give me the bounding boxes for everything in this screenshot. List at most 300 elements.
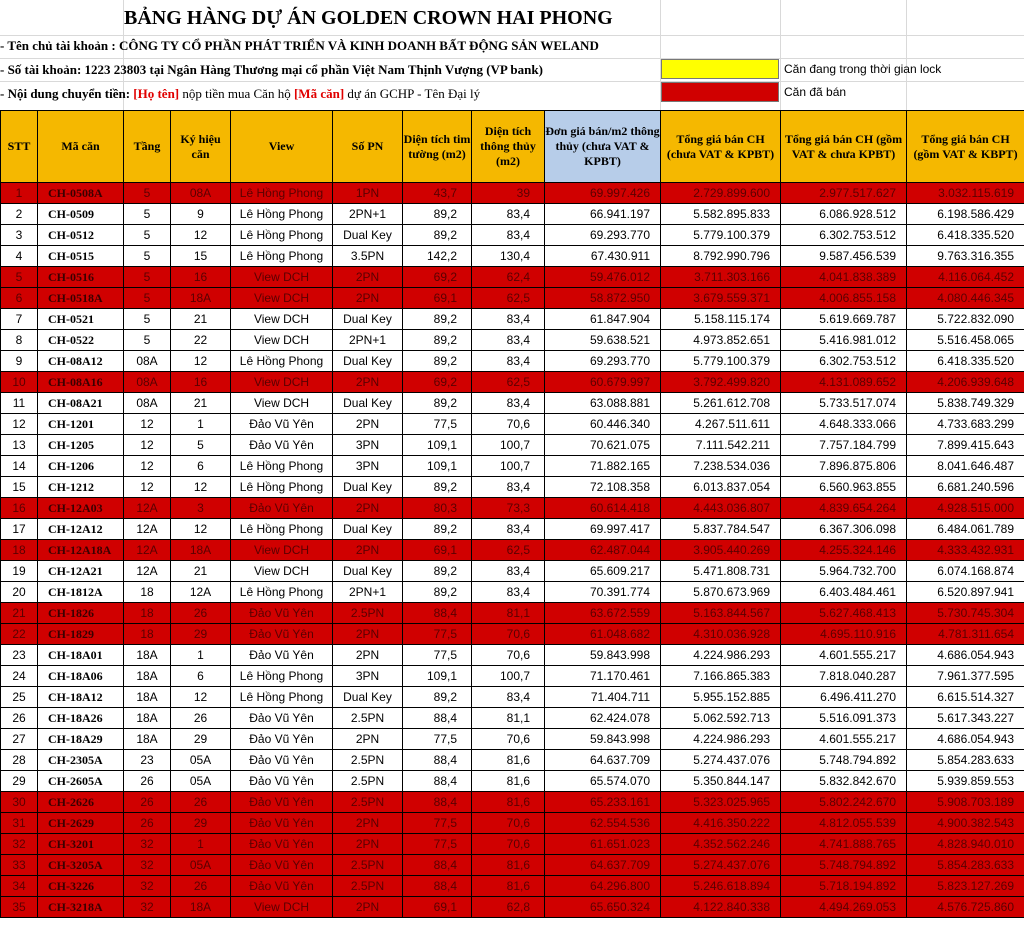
cell-total-vat[interactable]: 4.648.333.066 xyxy=(781,414,907,435)
cell-unit[interactable]: 16 xyxy=(171,372,231,393)
cell-total-all[interactable]: 9.763.316.355 xyxy=(907,246,1024,267)
cell-total-all[interactable]: 4.333.432.931 xyxy=(907,540,1024,561)
cell-total-vat[interactable]: 5.619.669.787 xyxy=(781,309,907,330)
account-number-line[interactable] xyxy=(0,59,543,81)
cell-area-net[interactable]: 81,1 xyxy=(472,603,545,624)
cell-total-vat[interactable]: 5.516.091.373 xyxy=(781,708,907,729)
cell-bedrooms[interactable]: Dual Key xyxy=(333,561,403,582)
cell-stt[interactable]: 19 xyxy=(1,561,38,582)
header-price-m2[interactable]: Đơn giá bán/m2 thông thủy (chưa VAT & KPBT) xyxy=(545,111,661,183)
cell-total-ex[interactable]: 7.238.534.036 xyxy=(661,456,781,477)
cell-price-m2[interactable]: 60.614.418 xyxy=(545,498,661,519)
cell-code[interactable]: CH-0516 xyxy=(38,267,124,288)
cell-total-all[interactable]: 6.074.168.874 xyxy=(907,561,1024,582)
cell-area-wall[interactable]: 89,2 xyxy=(403,561,472,582)
cell-unit[interactable]: 29 xyxy=(171,813,231,834)
cell-total-all[interactable]: 6.198.586.429 xyxy=(907,204,1024,225)
cell-total-ex[interactable]: 5.261.612.708 xyxy=(661,393,781,414)
cell-price-m2[interactable]: 65.574.070 xyxy=(545,771,661,792)
cell-price-m2[interactable]: 64.637.709 xyxy=(545,750,661,771)
cell-code[interactable]: CH-18A06 xyxy=(38,666,124,687)
cell-unit[interactable]: 05A xyxy=(171,771,231,792)
cell-price-m2[interactable]: 62.554.536 xyxy=(545,813,661,834)
cell-area-net[interactable]: 83,4 xyxy=(472,309,545,330)
cell-bedrooms[interactable]: 2PN xyxy=(333,645,403,666)
cell-floor[interactable]: 12A xyxy=(124,498,171,519)
cell-stt[interactable]: 21 xyxy=(1,603,38,624)
cell-code[interactable]: CH-0518A xyxy=(38,288,124,309)
cell-floor[interactable]: 08A xyxy=(124,351,171,372)
header-total-all[interactable]: Tổng giá bán CH (gồm VAT & KBPT) xyxy=(907,111,1024,183)
cell-total-all[interactable]: 5.730.745.304 xyxy=(907,603,1024,624)
cell-total-vat[interactable]: 4.839.654.264 xyxy=(781,498,907,519)
cell-unit[interactable]: 12 xyxy=(171,225,231,246)
cell-view[interactable]: Lê Hồng Phong xyxy=(231,246,333,267)
cell-view[interactable]: Lê Hồng Phong xyxy=(231,351,333,372)
cell-unit[interactable]: 12 xyxy=(171,477,231,498)
cell-price-m2[interactable]: 62.424.078 xyxy=(545,708,661,729)
cell-area-wall[interactable]: 69,2 xyxy=(403,372,472,393)
cell-total-ex[interactable]: 5.163.844.567 xyxy=(661,603,781,624)
cell-area-net[interactable]: 70,6 xyxy=(472,414,545,435)
cell-total-all[interactable]: 8.041.646.487 xyxy=(907,456,1024,477)
cell-floor[interactable]: 18A xyxy=(124,708,171,729)
cell-stt[interactable]: 30 xyxy=(1,792,38,813)
cell-floor[interactable]: 5 xyxy=(124,288,171,309)
cell-code[interactable]: CH-1205 xyxy=(38,435,124,456)
cell-price-m2[interactable]: 70.621.075 xyxy=(545,435,661,456)
cell-total-vat[interactable]: 5.416.981.012 xyxy=(781,330,907,351)
cell-floor[interactable]: 12A xyxy=(124,540,171,561)
cell-total-ex[interactable]: 4.973.852.651 xyxy=(661,330,781,351)
cell-price-m2[interactable]: 60.679.997 xyxy=(545,372,661,393)
cell-total-all[interactable]: 5.939.859.553 xyxy=(907,771,1024,792)
cell-total-all[interactable]: 5.722.832.090 xyxy=(907,309,1024,330)
cell-total-vat[interactable]: 4.601.555.217 xyxy=(781,645,907,666)
cell-unit[interactable]: 1 xyxy=(171,414,231,435)
cell-code[interactable]: CH-12A12 xyxy=(38,519,124,540)
cell-total-ex[interactable]: 7.166.865.383 xyxy=(661,666,781,687)
sheet-title[interactable]: BẢNG HÀNG DỰ ÁN GOLDEN CROWN HAI PHONG xyxy=(124,7,613,29)
cell-total-ex[interactable]: 4.224.986.293 xyxy=(661,729,781,750)
cell-code[interactable]: CH-3205A xyxy=(38,855,124,876)
cell-total-vat[interactable]: 5.964.732.700 xyxy=(781,561,907,582)
cell-area-wall[interactable]: 88,4 xyxy=(403,771,472,792)
cell-unit[interactable]: 1 xyxy=(171,645,231,666)
cell-code[interactable]: CH-2629 xyxy=(38,813,124,834)
cell-view[interactable]: Đảo Vũ Yên xyxy=(231,792,333,813)
cell-stt[interactable]: 2 xyxy=(1,204,38,225)
cell-total-vat[interactable]: 6.367.306.098 xyxy=(781,519,907,540)
cell-area-net[interactable]: 83,4 xyxy=(472,204,545,225)
cell-floor[interactable]: 18A xyxy=(124,729,171,750)
cell-area-net[interactable]: 130,4 xyxy=(472,246,545,267)
cell-total-all[interactable]: 4.900.382.543 xyxy=(907,813,1024,834)
cell-stt[interactable]: 13 xyxy=(1,435,38,456)
cell-floor[interactable]: 5 xyxy=(124,204,171,225)
cell-total-ex[interactable]: 5.350.844.147 xyxy=(661,771,781,792)
cell-stt[interactable]: 4 xyxy=(1,246,38,267)
cell-total-all[interactable]: 7.961.377.595 xyxy=(907,666,1024,687)
cell-total-all[interactable]: 5.516.458.065 xyxy=(907,330,1024,351)
cell-area-wall[interactable]: 89,2 xyxy=(403,309,472,330)
cell-code[interactable]: CH-18A26 xyxy=(38,708,124,729)
cell-total-ex[interactable]: 7.111.542.211 xyxy=(661,435,781,456)
cell-unit[interactable]: 05A xyxy=(171,855,231,876)
cell-area-wall[interactable]: 88,4 xyxy=(403,792,472,813)
cell-stt[interactable]: 1 xyxy=(1,183,38,204)
header-view[interactable]: View xyxy=(231,111,333,183)
cell-floor[interactable]: 32 xyxy=(124,834,171,855)
cell-stt[interactable]: 17 xyxy=(1,519,38,540)
cell-view[interactable]: Đảo Vũ Yên xyxy=(231,414,333,435)
cell-area-wall[interactable]: 89,2 xyxy=(403,687,472,708)
cell-bedrooms[interactable]: 3.5PN xyxy=(333,246,403,267)
cell-total-all[interactable]: 6.418.335.520 xyxy=(907,225,1024,246)
cell-view[interactable]: Đảo Vũ Yên xyxy=(231,645,333,666)
cell-total-vat[interactable]: 4.812.055.539 xyxy=(781,813,907,834)
cell-area-wall[interactable]: 89,2 xyxy=(403,477,472,498)
cell-price-m2[interactable]: 71.404.711 xyxy=(545,687,661,708)
cell-price-m2[interactable]: 61.651.023 xyxy=(545,834,661,855)
cell-total-all[interactable]: 4.828.940.010 xyxy=(907,834,1024,855)
cell-price-m2[interactable]: 61.048.682 xyxy=(545,624,661,645)
cell-floor[interactable]: 12 xyxy=(124,435,171,456)
cell-bedrooms[interactable]: 1PN xyxy=(333,183,403,204)
cell-total-all[interactable]: 4.686.054.943 xyxy=(907,729,1024,750)
cell-total-vat[interactable]: 5.832.842.670 xyxy=(781,771,907,792)
cell-code[interactable]: CH-3218A xyxy=(38,897,124,918)
cell-area-net[interactable]: 70,6 xyxy=(472,729,545,750)
cell-price-m2[interactable]: 65.609.217 xyxy=(545,561,661,582)
cell-bedrooms[interactable]: Dual Key xyxy=(333,225,403,246)
cell-unit[interactable]: 1 xyxy=(171,834,231,855)
cell-code[interactable]: CH-12A18A xyxy=(38,540,124,561)
cell-view[interactable]: View DCH xyxy=(231,309,333,330)
cell-price-m2[interactable]: 58.872.950 xyxy=(545,288,661,309)
cell-area-net[interactable]: 81,6 xyxy=(472,771,545,792)
cell-area-net[interactable]: 62,5 xyxy=(472,540,545,561)
cell-total-all[interactable]: 5.823.127.269 xyxy=(907,876,1024,897)
cell-floor[interactable]: 12 xyxy=(124,456,171,477)
cell-total-ex[interactable]: 4.224.986.293 xyxy=(661,645,781,666)
cell-total-ex[interactable]: 4.352.562.246 xyxy=(661,834,781,855)
cell-price-m2[interactable]: 65.233.161 xyxy=(545,792,661,813)
cell-area-wall[interactable]: 89,2 xyxy=(403,330,472,351)
cell-total-all[interactable]: 5.908.703.189 xyxy=(907,792,1024,813)
cell-price-m2[interactable]: 59.843.998 xyxy=(545,729,661,750)
cell-view[interactable]: View DCH xyxy=(231,561,333,582)
cell-bedrooms[interactable]: 2.5PN xyxy=(333,603,403,624)
header-stt[interactable]: STT xyxy=(1,111,38,183)
cell-area-net[interactable]: 83,4 xyxy=(472,393,545,414)
cell-total-all[interactable]: 7.899.415.643 xyxy=(907,435,1024,456)
cell-total-vat[interactable]: 7.757.184.799 xyxy=(781,435,907,456)
cell-code[interactable]: CH-12A21 xyxy=(38,561,124,582)
cell-floor[interactable]: 12 xyxy=(124,414,171,435)
cell-area-wall[interactable]: 89,2 xyxy=(403,351,472,372)
cell-total-all[interactable]: 5.617.343.227 xyxy=(907,708,1024,729)
transfer-content-line[interactable] xyxy=(0,83,480,105)
cell-view[interactable]: Lê Hồng Phong xyxy=(231,183,333,204)
cell-area-wall[interactable]: 69,1 xyxy=(403,540,472,561)
cell-bedrooms[interactable]: Dual Key xyxy=(333,351,403,372)
cell-view[interactable]: View DCH xyxy=(231,267,333,288)
cell-code[interactable]: CH-1826 xyxy=(38,603,124,624)
cell-stt[interactable]: 20 xyxy=(1,582,38,603)
cell-bedrooms[interactable]: 2PN xyxy=(333,897,403,918)
cell-view[interactable]: Đảo Vũ Yên xyxy=(231,771,333,792)
cell-view[interactable]: Lê Hồng Phong xyxy=(231,477,333,498)
cell-bedrooms[interactable]: 2PN xyxy=(333,267,403,288)
cell-area-wall[interactable]: 109,1 xyxy=(403,435,472,456)
cell-view[interactable]: Lê Hồng Phong xyxy=(231,456,333,477)
cell-unit[interactable]: 18A xyxy=(171,288,231,309)
cell-bedrooms[interactable]: 2.5PN xyxy=(333,750,403,771)
cell-total-all[interactable]: 6.681.240.596 xyxy=(907,477,1024,498)
cell-bedrooms[interactable]: 2PN xyxy=(333,624,403,645)
cell-view[interactable]: View DCH xyxy=(231,372,333,393)
cell-floor[interactable]: 26 xyxy=(124,771,171,792)
cell-code[interactable]: CH-08A16 xyxy=(38,372,124,393)
legend-label-locked[interactable]: Căn đang trong thời gian lock xyxy=(784,62,942,76)
cell-stt[interactable]: 18 xyxy=(1,540,38,561)
cell-bedrooms[interactable]: 3PN xyxy=(333,435,403,456)
cell-code[interactable]: CH-3226 xyxy=(38,876,124,897)
cell-code[interactable]: CH-18A01 xyxy=(38,645,124,666)
cell-total-all[interactable]: 5.854.283.633 xyxy=(907,750,1024,771)
cell-stt[interactable]: 28 xyxy=(1,750,38,771)
cell-total-ex[interactable]: 4.267.511.611 xyxy=(661,414,781,435)
cell-total-ex[interactable]: 5.246.618.894 xyxy=(661,876,781,897)
cell-price-m2[interactable]: 59.638.521 xyxy=(545,330,661,351)
cell-stt[interactable]: 8 xyxy=(1,330,38,351)
cell-total-ex[interactable]: 5.323.025.965 xyxy=(661,792,781,813)
cell-floor[interactable]: 5 xyxy=(124,225,171,246)
cell-bedrooms[interactable]: 2.5PN xyxy=(333,876,403,897)
cell-code[interactable]: CH-2605A xyxy=(38,771,124,792)
cell-bedrooms[interactable]: 2.5PN xyxy=(333,855,403,876)
cell-total-all[interactable]: 6.615.514.327 xyxy=(907,687,1024,708)
cell-area-wall[interactable]: 89,2 xyxy=(403,204,472,225)
cell-stt[interactable]: 7 xyxy=(1,309,38,330)
cell-area-wall[interactable]: 77,5 xyxy=(403,414,472,435)
cell-area-net[interactable]: 39 xyxy=(472,183,545,204)
cell-total-ex[interactable]: 4.310.036.928 xyxy=(661,624,781,645)
cell-area-net[interactable]: 83,4 xyxy=(472,519,545,540)
cell-price-m2[interactable]: 60.446.340 xyxy=(545,414,661,435)
cell-floor[interactable]: 5 xyxy=(124,267,171,288)
cell-area-wall[interactable]: 77,5 xyxy=(403,729,472,750)
cell-total-ex[interactable]: 4.443.036.807 xyxy=(661,498,781,519)
cell-total-vat[interactable]: 6.302.753.512 xyxy=(781,351,907,372)
cell-view[interactable]: Lê Hồng Phong xyxy=(231,582,333,603)
cell-total-vat[interactable]: 4.255.324.146 xyxy=(781,540,907,561)
cell-unit[interactable]: 21 xyxy=(171,561,231,582)
cell-floor[interactable]: 18 xyxy=(124,582,171,603)
cell-area-net[interactable]: 83,4 xyxy=(472,330,545,351)
cell-unit[interactable]: 6 xyxy=(171,666,231,687)
cell-stt[interactable]: 22 xyxy=(1,624,38,645)
cell-view[interactable]: Đảo Vũ Yên xyxy=(231,729,333,750)
cell-unit[interactable]: 3 xyxy=(171,498,231,519)
cell-area-wall[interactable]: 69,2 xyxy=(403,267,472,288)
cell-area-net[interactable]: 70,6 xyxy=(472,624,545,645)
cell-total-all[interactable]: 6.520.897.941 xyxy=(907,582,1024,603)
cell-floor[interactable]: 18 xyxy=(124,624,171,645)
cell-bedrooms[interactable]: 2PN xyxy=(333,498,403,519)
cell-total-vat[interactable]: 6.496.411.270 xyxy=(781,687,907,708)
cell-unit[interactable]: 15 xyxy=(171,246,231,267)
cell-total-ex[interactable]: 3.792.499.820 xyxy=(661,372,781,393)
cell-price-m2[interactable]: 72.108.358 xyxy=(545,477,661,498)
cell-total-ex[interactable]: 5.274.437.076 xyxy=(661,750,781,771)
cell-bedrooms[interactable]: 2PN xyxy=(333,729,403,750)
cell-view[interactable]: Đảo Vũ Yên xyxy=(231,855,333,876)
cell-area-wall[interactable]: 88,4 xyxy=(403,708,472,729)
cell-area-net[interactable]: 100,7 xyxy=(472,435,545,456)
cell-total-ex[interactable]: 8.792.990.796 xyxy=(661,246,781,267)
cell-bedrooms[interactable]: 2PN xyxy=(333,834,403,855)
cell-unit[interactable]: 5 xyxy=(171,435,231,456)
cell-floor[interactable]: 12 xyxy=(124,477,171,498)
cell-bedrooms[interactable]: Dual Key xyxy=(333,309,403,330)
cell-bedrooms[interactable]: 2.5PN xyxy=(333,708,403,729)
cell-price-m2[interactable]: 62.487.044 xyxy=(545,540,661,561)
cell-view[interactable]: Đảo Vũ Yên xyxy=(231,813,333,834)
cell-price-m2[interactable]: 59.843.998 xyxy=(545,645,661,666)
cell-unit[interactable]: 21 xyxy=(171,393,231,414)
cell-total-vat[interactable]: 4.741.888.765 xyxy=(781,834,907,855)
cell-code[interactable]: CH-2305A xyxy=(38,750,124,771)
header-code[interactable]: Mã căn xyxy=(38,111,124,183)
cell-unit[interactable]: 08A xyxy=(171,183,231,204)
cell-unit[interactable]: 21 xyxy=(171,309,231,330)
cell-total-all[interactable]: 6.484.061.789 xyxy=(907,519,1024,540)
cell-price-m2[interactable]: 69.997.426 xyxy=(545,183,661,204)
cell-area-wall[interactable]: 88,4 xyxy=(403,876,472,897)
cell-code[interactable]: CH-08A21 xyxy=(38,393,124,414)
cell-total-ex[interactable]: 3.679.559.371 xyxy=(661,288,781,309)
cell-area-wall[interactable]: 88,4 xyxy=(403,855,472,876)
cell-bedrooms[interactable]: 2PN xyxy=(333,372,403,393)
cell-total-vat[interactable]: 6.403.484.461 xyxy=(781,582,907,603)
cell-bedrooms[interactable]: Dual Key xyxy=(333,477,403,498)
cell-total-vat[interactable]: 4.494.269.053 xyxy=(781,897,907,918)
cell-total-all[interactable]: 3.032.115.619 xyxy=(907,183,1024,204)
cell-stt[interactable]: 32 xyxy=(1,834,38,855)
cell-area-net[interactable]: 70,6 xyxy=(472,834,545,855)
cell-unit[interactable]: 26 xyxy=(171,603,231,624)
cell-area-net[interactable]: 62,5 xyxy=(472,288,545,309)
cell-unit[interactable]: 6 xyxy=(171,456,231,477)
cell-area-net[interactable]: 83,4 xyxy=(472,582,545,603)
cell-price-m2[interactable]: 66.941.197 xyxy=(545,204,661,225)
cell-view[interactable]: Lê Hồng Phong xyxy=(231,225,333,246)
cell-area-wall[interactable]: 69,1 xyxy=(403,288,472,309)
cell-floor[interactable]: 18A xyxy=(124,666,171,687)
cell-total-all[interactable]: 5.838.749.329 xyxy=(907,393,1024,414)
cell-total-vat[interactable]: 4.131.089.652 xyxy=(781,372,907,393)
cell-total-ex[interactable]: 3.905.440.269 xyxy=(661,540,781,561)
cell-bedrooms[interactable]: 3PN xyxy=(333,456,403,477)
account-owner-line[interactable] xyxy=(0,35,599,57)
cell-total-all[interactable]: 4.733.683.299 xyxy=(907,414,1024,435)
cell-bedrooms[interactable]: 2PN xyxy=(333,540,403,561)
cell-unit[interactable]: 29 xyxy=(171,729,231,750)
cell-area-net[interactable]: 70,6 xyxy=(472,645,545,666)
cell-total-vat[interactable]: 6.560.963.855 xyxy=(781,477,907,498)
cell-price-m2[interactable]: 63.672.559 xyxy=(545,603,661,624)
cell-price-m2[interactable]: 64.637.709 xyxy=(545,855,661,876)
cell-price-m2[interactable]: 67.430.911 xyxy=(545,246,661,267)
cell-code[interactable]: CH-0521 xyxy=(38,309,124,330)
cell-view[interactable]: Lê Hồng Phong xyxy=(231,204,333,225)
legend-label-sold[interactable]: Căn đã bán xyxy=(784,85,847,99)
cell-stt[interactable]: 26 xyxy=(1,708,38,729)
cell-unit[interactable]: 26 xyxy=(171,792,231,813)
cell-bedrooms[interactable]: Dual Key xyxy=(333,519,403,540)
cell-area-net[interactable]: 62,8 xyxy=(472,897,545,918)
cell-area-wall[interactable]: 69,1 xyxy=(403,897,472,918)
cell-area-wall[interactable]: 89,2 xyxy=(403,393,472,414)
cell-total-ex[interactable]: 6.013.837.054 xyxy=(661,477,781,498)
cell-total-vat[interactable]: 4.695.110.916 xyxy=(781,624,907,645)
cell-total-ex[interactable]: 5.158.115.174 xyxy=(661,309,781,330)
cell-code[interactable]: CH-0512 xyxy=(38,225,124,246)
cell-price-m2[interactable]: 59.476.012 xyxy=(545,267,661,288)
cell-total-all[interactable]: 4.928.515.000 xyxy=(907,498,1024,519)
cell-area-wall[interactable]: 88,4 xyxy=(403,750,472,771)
cell-code[interactable]: CH-18A29 xyxy=(38,729,124,750)
cell-stt[interactable]: 31 xyxy=(1,813,38,834)
cell-floor[interactable]: 18 xyxy=(124,603,171,624)
cell-floor[interactable]: 5 xyxy=(124,309,171,330)
cell-unit[interactable]: 16 xyxy=(171,267,231,288)
cell-floor[interactable]: 5 xyxy=(124,183,171,204)
cell-stt[interactable]: 9 xyxy=(1,351,38,372)
cell-code[interactable]: CH-18A12 xyxy=(38,687,124,708)
cell-total-ex[interactable]: 5.062.592.713 xyxy=(661,708,781,729)
cell-unit[interactable]: 05A xyxy=(171,750,231,771)
cell-total-vat[interactable]: 5.802.242.670 xyxy=(781,792,907,813)
legend-swatch-locked[interactable] xyxy=(661,59,779,79)
cell-stt[interactable]: 11 xyxy=(1,393,38,414)
cell-total-ex[interactable]: 3.711.303.166 xyxy=(661,267,781,288)
cell-view[interactable]: Lê Hồng Phong xyxy=(231,666,333,687)
cell-stt[interactable]: 6 xyxy=(1,288,38,309)
cell-area-net[interactable]: 81,6 xyxy=(472,855,545,876)
cell-total-ex[interactable]: 2.729.899.600 xyxy=(661,183,781,204)
cell-code[interactable]: CH-1201 xyxy=(38,414,124,435)
cell-total-vat[interactable]: 5.748.794.892 xyxy=(781,855,907,876)
cell-unit[interactable]: 12 xyxy=(171,687,231,708)
cell-bedrooms[interactable]: Dual Key xyxy=(333,687,403,708)
cell-code[interactable]: CH-0522 xyxy=(38,330,124,351)
cell-total-ex[interactable]: 5.870.673.969 xyxy=(661,582,781,603)
cell-area-wall[interactable]: 77,5 xyxy=(403,813,472,834)
header-floor[interactable]: Tầng xyxy=(124,111,171,183)
cell-view[interactable]: View DCH xyxy=(231,288,333,309)
cell-total-ex[interactable]: 5.837.784.547 xyxy=(661,519,781,540)
cell-code[interactable]: CH-1829 xyxy=(38,624,124,645)
cell-unit[interactable]: 29 xyxy=(171,624,231,645)
cell-code[interactable]: CH-0515 xyxy=(38,246,124,267)
cell-code[interactable]: CH-1812A xyxy=(38,582,124,603)
cell-stt[interactable]: 14 xyxy=(1,456,38,477)
cell-floor[interactable]: 32 xyxy=(124,897,171,918)
cell-code[interactable]: CH-1212 xyxy=(38,477,124,498)
